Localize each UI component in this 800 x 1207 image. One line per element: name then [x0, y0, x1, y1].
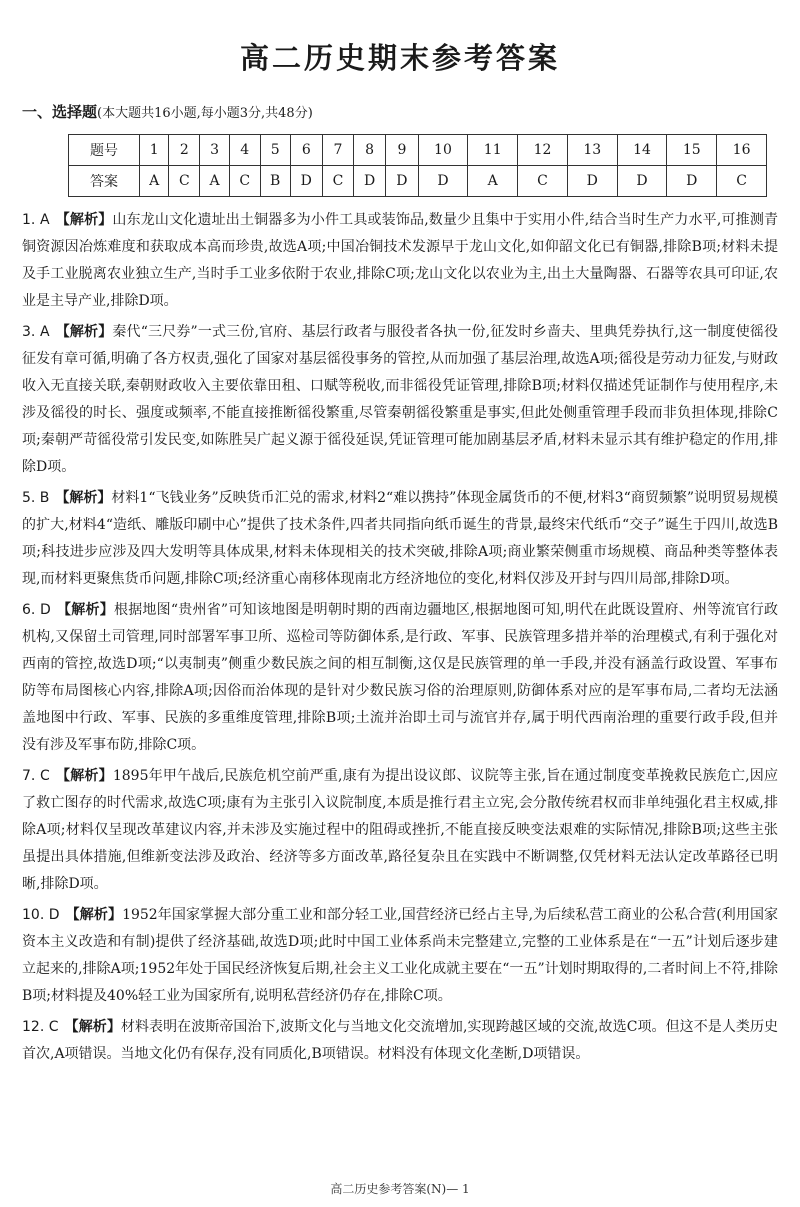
analysis-item [22, 902, 778, 1010]
analysis-text: 秦代“三尺券”一式三份,官府、基层行政者与服役者各执一份,征发时乡啬夫、里典凭券执行,这一制度使徭役征发有章可循,明确了各方权责,强化了国家对基层徭役事务的管控,从而加强了基层治理,故选A项;徭役是劳动力征发,与财政收入无直接关联,秦朝财政收入主要依靠田租、口赋等税收,而非徭役凭证管理,排除B项;材料仅描述凭证制作与使用程序,未涉及徭役的时长、强度或频率,不能直接推断徭役繁重,尽管秦朝徭役繁重是事实,但此处侧重管理手段而非负担体现,排除C项;秦朝严苛徭役常引发民变,如陈胜吴广起义源于徭役延误,凭证管理可能加剧基层矛盾,材料未显示其有维护稳定的作用,排除D项。 [22, 324, 779, 475]
item-number: 12. C [22, 1019, 59, 1035]
item-number: 7. C [22, 768, 50, 784]
question-number-cell: 9 [386, 135, 418, 166]
answer-cell: A [200, 166, 229, 197]
question-number-cell: 15 [667, 135, 717, 166]
question-number-cell: 11 [468, 135, 518, 166]
item-number: 10. D [22, 907, 60, 923]
analysis-text: 1952年国家掌握大部分重工业和部分轻工业,国营经济已经占主导,为后续私营工商业的公私合营(利用国家资本主义改造和有制)提供了经济基础,故选D项;此时中国工业体系尚未完整建立,完整的工业体系是在“一五”计划后逐步建立起来的,排除A项;1952年处于国民经济恢复后期,社会主义工业化成就主要在“一五”计划时期取得的,二者时间上不符,排除B项;材料提及40%轻工业为国家所有,说明私营经济仍存在,排除C项。 [22, 907, 779, 1004]
answer-cell: C [229, 166, 260, 197]
question-number-cell: 10 [418, 135, 468, 166]
analysis-text: 山东龙山文化遗址出土铜器多为小件工具或装饰品,数量少且集中于实用小件,结合当时生产力水平,可推测青铜资源因冶炼难度和获取成本高而珍贵,故选A项;中国冶铜技术发源早于龙山文化,如仰韶文化已有铜器,排除B项;材料未提及手工业脱离农业独立生产,当时手工业多依附于农业,排除C项;龙山文化以农业为主,出土大量陶器、石器等农具可印证,农业是主导产业,排除D项。 [22, 212, 778, 309]
analysis-item [22, 319, 778, 481]
question-number-cell: 6 [290, 135, 322, 166]
analysis-item [22, 597, 778, 759]
question-number-cell: 2 [169, 135, 200, 166]
analysis-item [22, 207, 778, 315]
answer-cell: C [322, 166, 353, 197]
answer-cell: C [717, 166, 767, 197]
question-number-cell: 13 [567, 135, 617, 166]
answer-cell: D [353, 166, 385, 197]
question-number-cell: 8 [353, 135, 385, 166]
question-number-cell: 16 [717, 135, 767, 166]
answer-cell: B [260, 166, 290, 197]
analysis-tag: 【 解析 】 [56, 768, 113, 784]
section-heading [22, 102, 778, 124]
item-number: 3. A [22, 324, 50, 340]
answer-cell: D [386, 166, 418, 197]
question-number-cell: 5 [260, 135, 290, 166]
answer-cell: A [140, 166, 169, 197]
analysis-tag: 【 解析 】 [66, 907, 122, 923]
answer-cell: A [468, 166, 518, 197]
analysis-tag: 【 解析 】 [56, 324, 113, 340]
answer-row [69, 166, 767, 197]
answer-table [68, 134, 767, 197]
analysis-item [22, 485, 778, 593]
page-footer: 高二历史参考答案(N)— 1 [330, 1182, 470, 1196]
question-number-cell: 3 [200, 135, 229, 166]
answer-cell: C [169, 166, 200, 197]
section-note: (本大题共16小题,每小题3分,共48分) [97, 106, 313, 121]
answer-cell: C [518, 166, 568, 197]
analysis-item [22, 763, 778, 898]
answer-cell: D [617, 166, 667, 197]
question-number-row [69, 135, 767, 166]
analysis-item [22, 1014, 778, 1068]
analysis-text: 根据地图“贵州省”可知该地图是明朝时期的西南边疆地区,根据地图可知,明代在此既设置府、州等流官行政机构,又保留土司管理,同时部署军事卫所、巡检司等防御体系,是行政、军事、民族管理多措并举的治理模式,有利于强化对西南的管控,故选D项;“以夷制夷”侧重少数民族之间的相互制衡,这仅是民族管理的单一手段,并没有涵盖行政设置、军事布防等布局图核心内容,排除A项;因俗而治体现的是针对少数民族习俗的治理原则,防御体系对应的是军事布局,二者均无法涵盖地图中行政、军事、民族的多重维度管理,排除B项;土流并治即土司与流官并存,属于明代西南治理的重要行政手段,但并没有涉及军事布防,排除C项。 [22, 602, 779, 753]
analysis-text: 材料1“飞钱业务”反映货币汇兑的需求,材料2“难以携持”体现金属货币的不便,材料3“商贸频繁”说明贸易规模的扩大,材料4“造纸、雕版印刷中心”提供了技术条件,四者共同指向纸币诞生的背景,最终宋代纸币“交子”诞生于四川,故选B项;科技进步应涉及四大发明等具体成果,材料未体现相关的技术突破,排除A项;商业繁荣侧重市场规模、商品种类等整体表现,而材料更聚焦货币问题,排除C项;经济重心南移体现南北方经济地位的变化,材料仅涉及开封与四川局部,排除D项。 [22, 490, 778, 587]
item-number: 5. B [22, 490, 50, 506]
answer-cell: D [418, 166, 468, 197]
answer-cell: D [567, 166, 617, 197]
question-number-cell: 1 [140, 135, 169, 166]
row-label-answer: 答案 [69, 166, 140, 197]
analysis-text: 材料表明在波斯帝国治下,波斯文化与当地文化交流增加,实现跨越区域的交流,故选C项。但这不是人类历史首次,A项错误。当地文化仍有保存,没有同质化,B项错误。材料没有体现文化垄断,D项错误。 [22, 1019, 779, 1062]
question-number-cell: 12 [518, 135, 568, 166]
answer-cell: D [667, 166, 717, 197]
analysis-tag: 【 解析 】 [57, 602, 114, 618]
analysis-tag: 【 解析 】 [56, 212, 113, 228]
analysis-tag: 【 解析 】 [65, 1019, 121, 1035]
question-number-cell: 4 [229, 135, 260, 166]
page-title: 高二历史期末参考答案 [239, 41, 560, 75]
section-title: 一、选择题 [22, 103, 98, 121]
analysis-text: 1895年甲午战后,民族危机空前严重,康有为提出设议郎、议院等主张,旨在通过制度变革挽救民族危亡,因应了救亡图存的时代需求,故选C项;康有为主张引入议院制度,本质是推行君主立宪,会分散传统君权而非单纯强化君主权威,排除A项;材料仅呈现改革建议内容,并未涉及实施过程中的阻碍或挫折,不能直接反映变法艰难的实际情况,排除B项;这些主张虽提出具体措施,但维新变法涉及政治、经济等多方面改革,路径复杂且在实践中不断调整,仅凭材料无法认定改革路径已明晰,排除D项。 [22, 768, 779, 892]
analysis-tag: 【 解析 】 [55, 490, 111, 506]
item-number: 6. D [22, 602, 51, 618]
answer-cell: D [290, 166, 322, 197]
question-number-cell: 14 [617, 135, 667, 166]
row-label-number: 题号 [69, 135, 140, 166]
question-number-cell: 7 [322, 135, 353, 166]
item-number: 1. A [22, 212, 50, 228]
